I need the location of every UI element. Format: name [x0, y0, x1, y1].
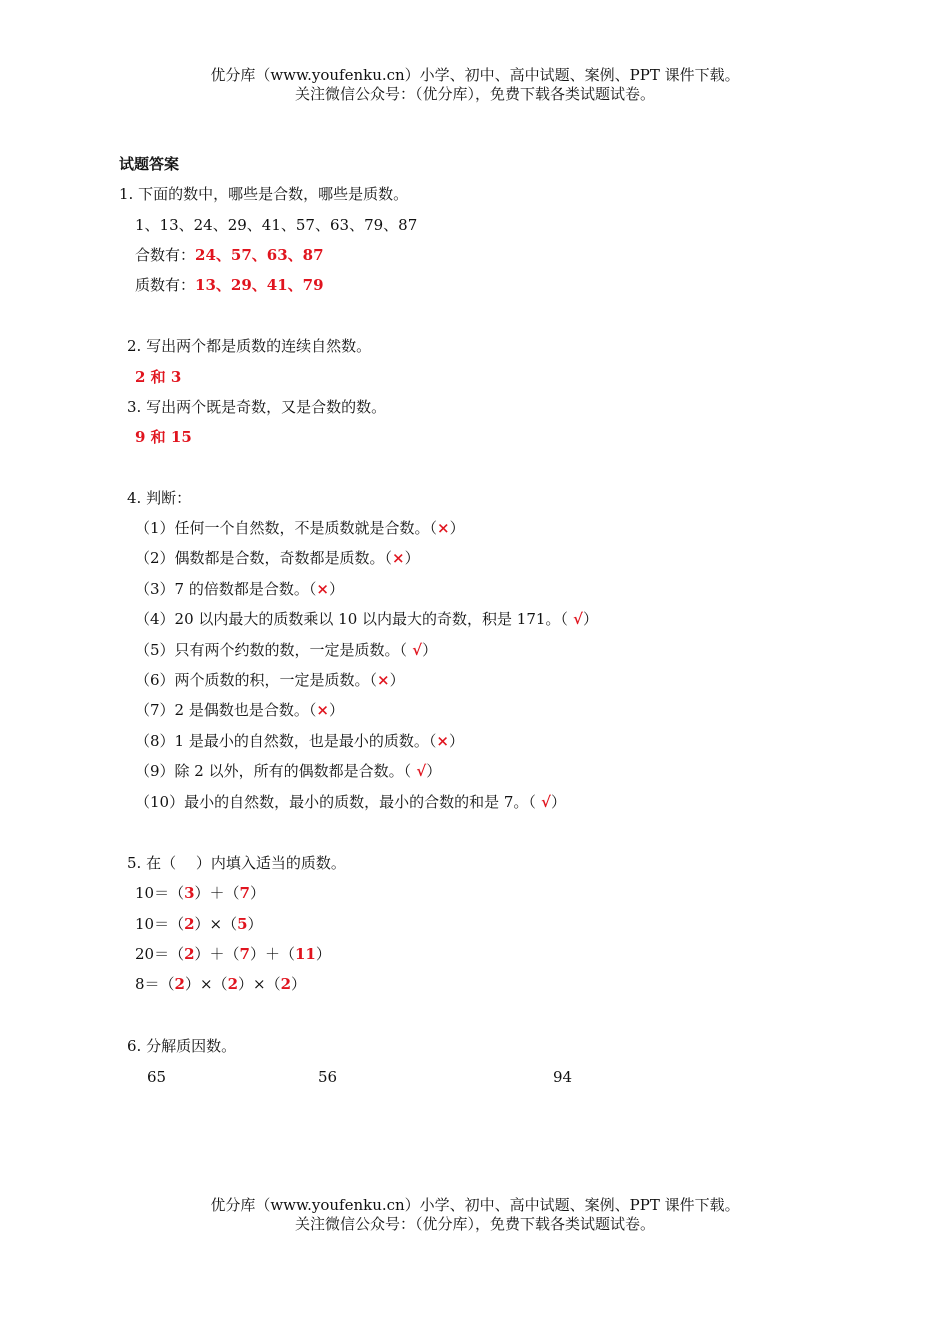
eq-text: ）: [249, 884, 265, 902]
q1-prime-label: 质数有：: [135, 276, 196, 294]
eq-text: 10＝（: [135, 884, 185, 902]
q1-prime: [135, 275, 324, 295]
eq-text: 10＝（: [135, 915, 185, 933]
judgment-mark: ×: [392, 549, 405, 567]
q2-answer: 2 和 3: [135, 368, 182, 386]
judgment-item: [135, 518, 465, 538]
eq-text: ）＋（: [194, 945, 240, 963]
judgment-text: （9）除 2 以外，所有的偶数都是合数。（: [135, 762, 412, 780]
judgment-close: ）: [449, 519, 465, 537]
judgment-mark: √: [567, 610, 584, 628]
eq-answer: 2: [184, 915, 195, 933]
q5-equation-2: [135, 914, 263, 934]
q3-answer: 9 和 15: [135, 428, 192, 446]
header-line-2: 关注微信公众号：（优分库），免费下载各类试题试卷。: [294, 85, 655, 103]
judgment-mark: √: [411, 762, 427, 780]
q4-question: 4. 判断：: [127, 489, 192, 507]
judgment-mark: √: [535, 793, 551, 811]
eq-answer: 5: [237, 915, 248, 933]
judgment-close: ）: [448, 732, 464, 750]
q3-question: 3. 写出两个既是奇数，又是合数的数。: [127, 398, 387, 416]
judgment-close: ）: [426, 762, 442, 780]
judgment-mark: ×: [377, 671, 390, 689]
q5-equation-1: [135, 883, 265, 903]
judgment-close: ）: [389, 671, 405, 689]
judgment-mark: ×: [316, 701, 329, 719]
q6-number-3: 94: [553, 1068, 573, 1086]
judgment-text: （8）1 是最小的自然数，也是最小的质数。（: [135, 732, 437, 750]
judgment-item: [135, 548, 420, 568]
q6-number-2: 56: [318, 1068, 338, 1086]
judgment-item: [135, 761, 441, 781]
q5-equation-4: [135, 974, 306, 994]
judgment-close: ）: [404, 549, 420, 567]
eq-text: ）: [291, 975, 307, 993]
eq-text: ）＋（: [194, 884, 240, 902]
judgment-item: [135, 731, 464, 751]
judgment-mark: ×: [437, 519, 450, 537]
judgment-item: [135, 670, 405, 690]
section-title: 试题答案: [119, 155, 180, 173]
eq-text: 8＝（: [135, 975, 175, 993]
page-footer: [0, 1196, 950, 1234]
q1-composite: [135, 245, 324, 265]
q1-prime-answer: 13、29、41、79: [195, 276, 324, 294]
judgment-text: （7）2 是偶数也是合数。（: [135, 701, 317, 719]
eq-answer: 2: [280, 975, 292, 993]
judgment-text: （1）任何一个自然数，不是质数就是合数。（: [135, 519, 438, 537]
judgment-mark: ×: [436, 732, 449, 750]
q1-numbers: 1、13、24、29、41、57、63、79、87: [135, 216, 418, 234]
judgment-item: [135, 700, 344, 720]
judgment-text: （2）偶数都是合数，奇数都是质数。（: [135, 549, 393, 567]
header-line-1: 优分库（www.youfenku.cn）小学、初中、高中试题、案例、PPT 课件下载。: [210, 66, 740, 84]
judgment-close: ）: [328, 580, 344, 598]
judgment-text: （3）7 的倍数都是合数。（: [135, 580, 317, 598]
page-header: [0, 66, 950, 104]
judgment-text: （5）只有两个约数的数，一定是质数。（: [135, 641, 408, 659]
judgment-text: （6）两个质数的积，一定是质数。（: [135, 671, 378, 689]
q5-question: 5. 在（ ）内填入适当的质数。: [127, 854, 346, 872]
judgment-close: ）: [551, 793, 567, 811]
eq-answer: 2: [227, 975, 238, 993]
eq-text: ）: [315, 945, 331, 963]
eq-answer: 11: [295, 945, 316, 963]
footer-line-1: 优分库（www.youfenku.cn）小学、初中、高中试题、案例、PPT 课件下载。: [210, 1196, 740, 1214]
q1-composite-label: 合数有：: [135, 246, 196, 264]
judgment-mark: √: [407, 641, 423, 659]
judgment-text: （10）最小的自然数，最小的质数，最小的合数的和是 7。（: [135, 793, 536, 811]
footer-line-2: 关注微信公众号：（优分库），免费下载各类试题试卷。: [294, 1215, 655, 1233]
eq-text: ）×（: [184, 975, 228, 993]
eq-answer: 2: [184, 945, 195, 963]
judgment-item: [135, 640, 437, 660]
judgment-close: ）: [328, 701, 344, 719]
eq-text: ）＋（: [249, 945, 295, 963]
judgment-item: [135, 579, 344, 599]
judgment-mark: ×: [316, 580, 329, 598]
eq-answer: 7: [239, 945, 250, 963]
judgment-item: [135, 609, 598, 629]
eq-text: ）: [247, 915, 263, 933]
eq-answer: 7: [239, 884, 250, 902]
q1-composite-answer: 24、57、63、87: [195, 246, 324, 264]
q2-question: 2. 写出两个都是质数的连续自然数。: [127, 337, 372, 355]
q5-equation-3: [135, 944, 331, 964]
eq-text: ）×（: [238, 975, 281, 993]
q1-question: 1. 下面的数中，哪些是合数，哪些是质数。: [119, 185, 409, 203]
judgment-close: ）: [583, 610, 599, 628]
q6-number-1: 65: [147, 1068, 167, 1086]
judgment-close: ）: [422, 641, 438, 659]
eq-answer: 2: [174, 975, 185, 993]
q6-question: 6. 分解质因数。: [127, 1037, 237, 1055]
eq-text: ）×（: [194, 915, 238, 933]
eq-answer: 3: [184, 884, 195, 902]
judgment-item: [135, 792, 566, 812]
judgment-text: （4）20 以内最大的质数乘以 10 以内最大的奇数，积是 171。（: [135, 610, 568, 628]
eq-text: 20＝（: [135, 945, 185, 963]
